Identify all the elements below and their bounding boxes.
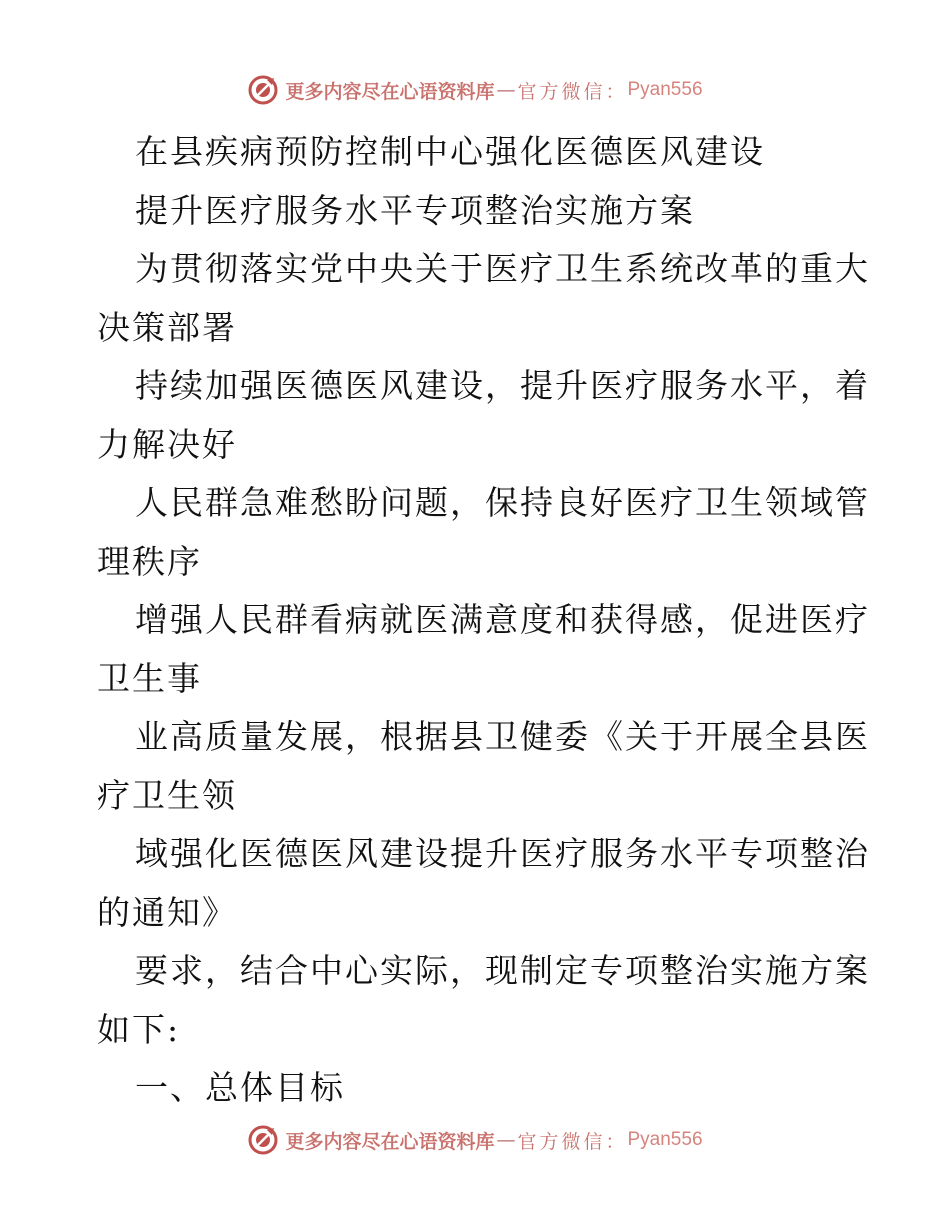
document-line: 卫生事 (97, 658, 202, 698)
header-watermark (0, 70, 950, 110)
watermark-dash: — (496, 79, 516, 101)
document-line: 提升医疗服务水平专项整治实施方案 (135, 190, 695, 230)
watermark-contact-label: 官方微信： (517, 80, 628, 103)
red-circular-logo-icon (247, 74, 279, 106)
document-line: 要求，结合中心实际，现制定专项整治实施方案 (135, 951, 870, 990)
document-line: 理秩序 (97, 541, 202, 581)
document-line: 疗卫生领 (97, 775, 237, 815)
document-body (97, 123, 870, 1118)
document-line: 决策部署 (97, 307, 237, 347)
watermark-contact-id: Pyan556 (627, 1129, 703, 1150)
watermark-dash: — (496, 1129, 516, 1151)
document-line: 人民群急难愁盼问题，保持良好医疗卫生领域管 (135, 483, 870, 522)
document-line: 域强化医德医风建设提升医疗服务水平专项整治 (135, 834, 870, 873)
watermark-contact-id: Pyan556 (627, 79, 703, 100)
document-line: 持续加强医德医风建设，提升医疗服务水平，着 (135, 366, 870, 405)
document-line: 增强人民群看病就医满意度和获得感，促进医疗 (135, 600, 870, 639)
red-circular-logo-icon (247, 1124, 279, 1156)
document-line: 在县疾病预防控制中心强化医德医风建设 (135, 132, 765, 171)
footer-watermark (0, 1120, 950, 1160)
document-line: 如下: (97, 1009, 181, 1049)
document-line: 为贯彻落实党中央关于医疗卫生系统改革的重大 (135, 249, 870, 288)
document-line: 力解决好 (97, 424, 237, 464)
watermark-contact-label: 官方微信： (517, 1130, 628, 1153)
watermark-brand-text: 更多内容尽在心语资料库 (285, 1130, 495, 1153)
watermark-brand-text: 更多内容尽在心语资料库 (285, 80, 495, 103)
document-line: 的通知》 (97, 892, 237, 932)
document-line: 一、总体目标 (135, 1068, 345, 1107)
document-line: 业高质量发展，根据县卫健委《关于开展全县医 (135, 717, 870, 756)
